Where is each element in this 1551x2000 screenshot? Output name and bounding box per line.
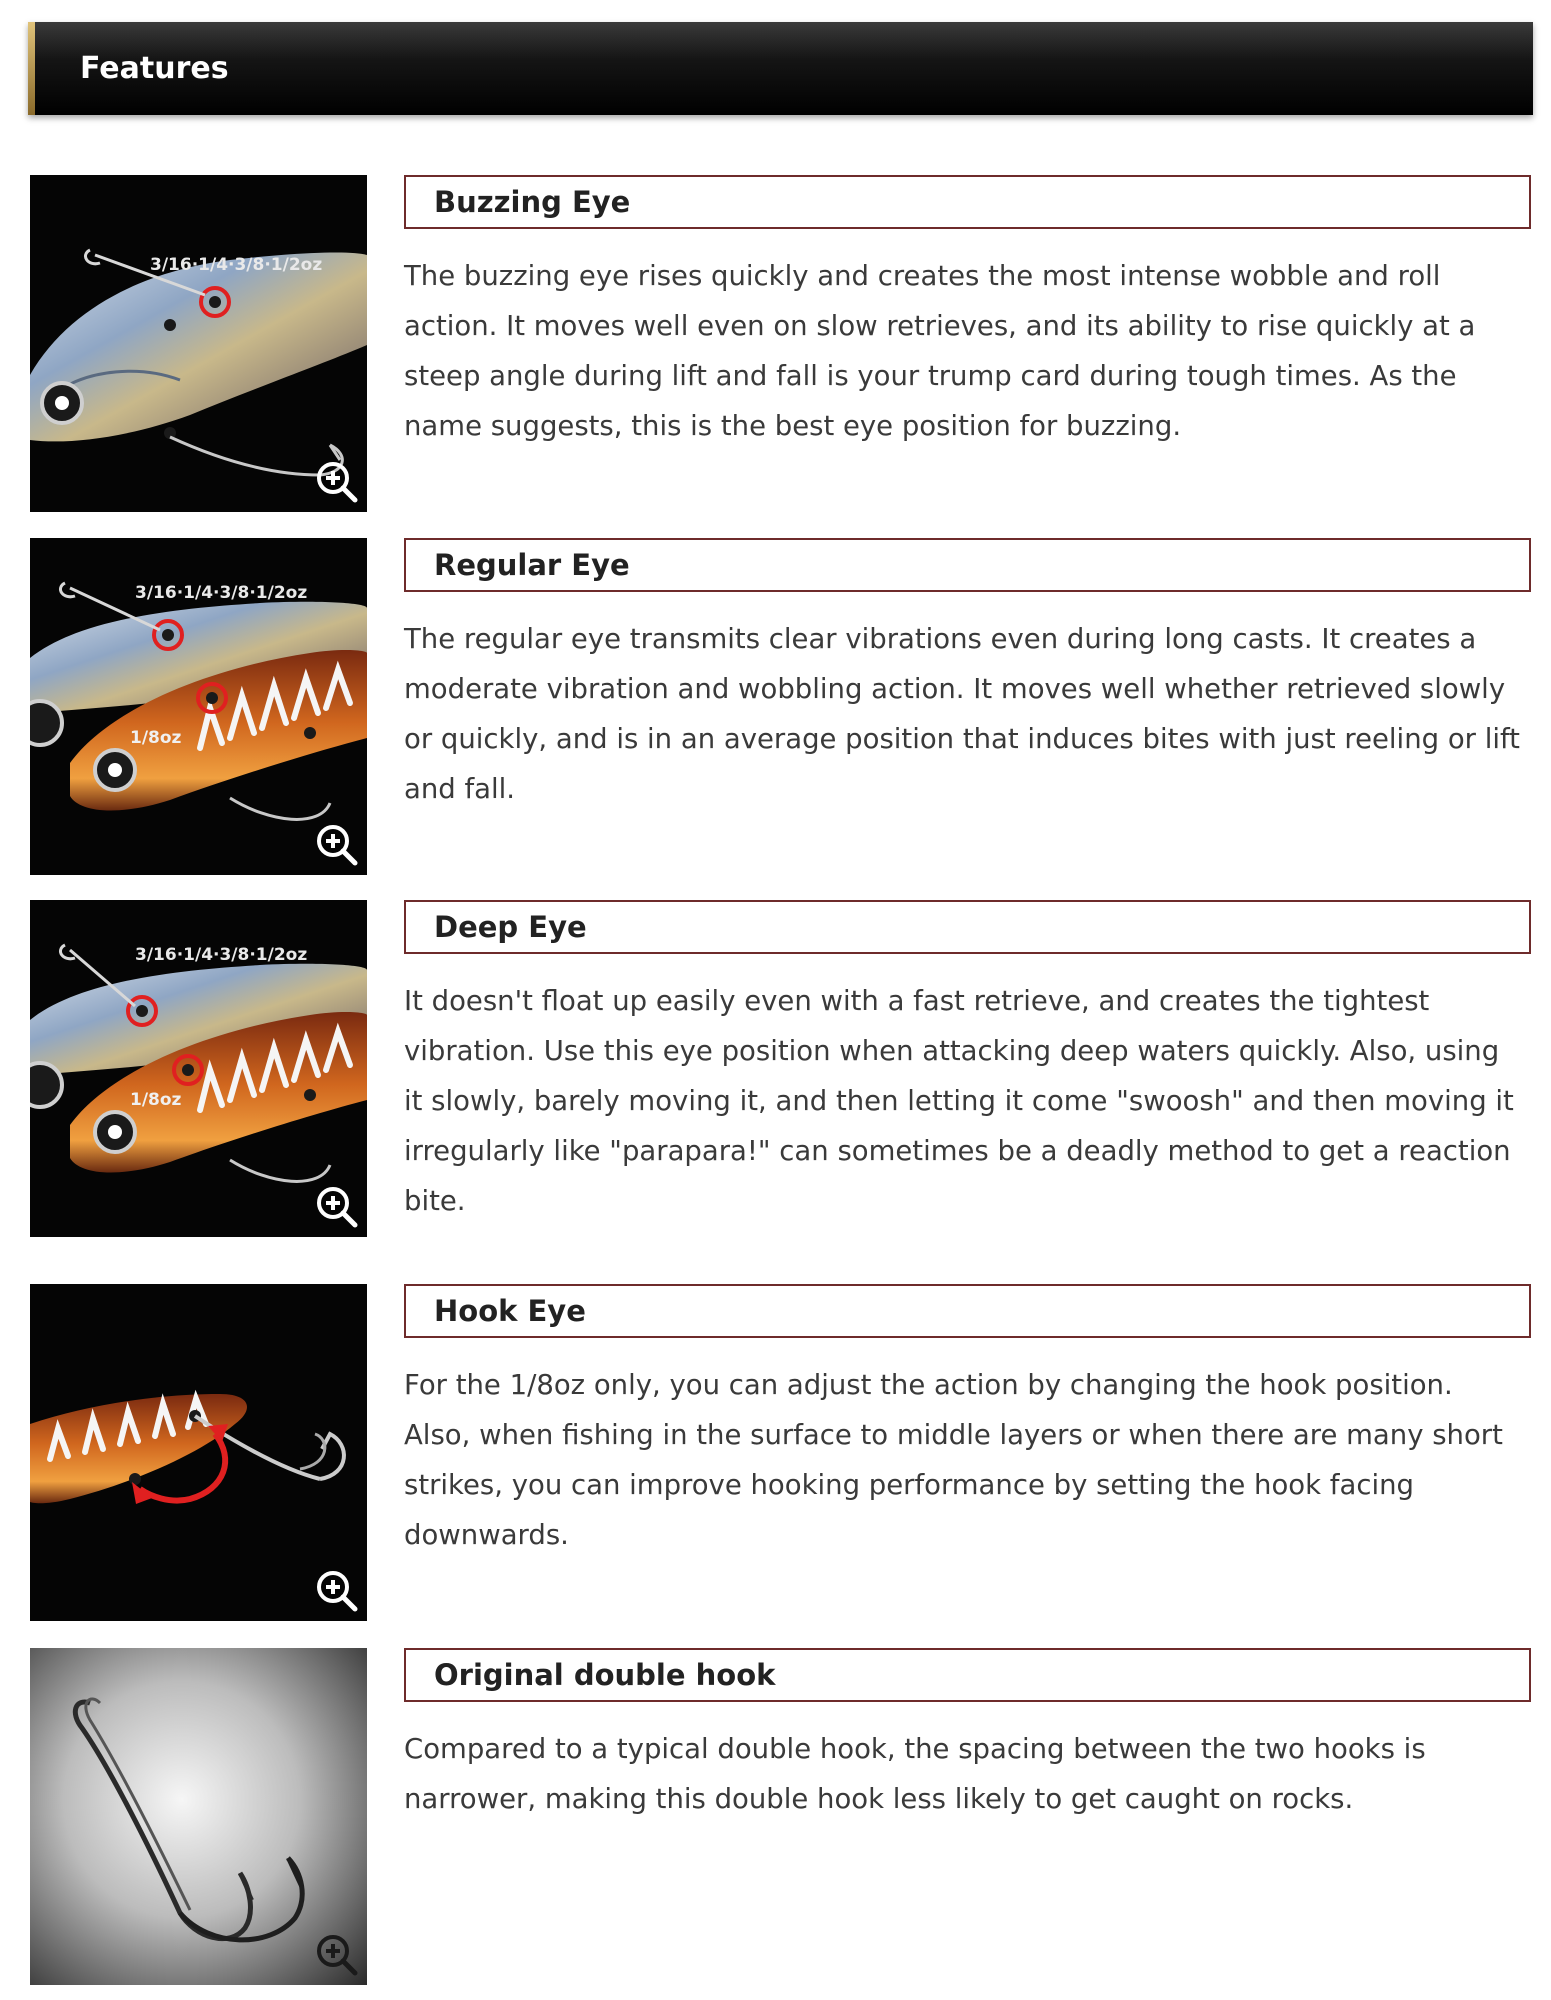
weight-label: 3/16·1/4·3/8·1/2oz bbox=[150, 255, 323, 275]
feature-image[interactable] bbox=[30, 900, 367, 1237]
feature-title: Buzzing Eye bbox=[404, 175, 1531, 229]
header-accent-bar bbox=[28, 22, 35, 115]
zoom-in-icon[interactable] bbox=[315, 1185, 359, 1229]
feature-description: For the 1/8oz only, you can adjust the action by changing the hook position. Also, when fishing in the surface to middle layers or when there are many short strikes, you can improve hooking performance by setting the hook facing downwards. bbox=[404, 1369, 1503, 1551]
zoom-in-icon[interactable] bbox=[315, 1933, 359, 1977]
feature-image[interactable] bbox=[30, 1284, 367, 1621]
feature-description: The buzzing eye rises quickly and creates the most intense wobble and roll action. It moves well even on slow retrieves, and its ability to rise quickly at a steep angle during lift and fall is your trump card during tough times. As the name suggests, this is the best eye position for buzzing. bbox=[404, 260, 1476, 442]
weight-label: 3/16·1/4·3/8·1/2oz bbox=[135, 945, 308, 965]
zoom-in-icon[interactable] bbox=[315, 1569, 359, 1613]
feature-description: It doesn't float up easily even with a fast retrieve, and creates the tightest vibration. Use this eye position when attacking deep waters quickly. Also, using it slowly, barely moving it, and then letting it come "swoosh" and then moving it irregularly like "parapara!" can sometimes be a deadly method to get a reaction bite. bbox=[404, 985, 1514, 1217]
feature-title: Regular Eye bbox=[404, 538, 1531, 592]
feature-title: Original double hook bbox=[404, 1648, 1531, 1702]
feature-description: The regular eye transmits clear vibrations even during long casts. It creates a moderate vibration and wobbling action. It moves well whether retrieved slowly or quickly, and is in an average position that induces bites with just reeling or lift and fall. bbox=[404, 623, 1520, 805]
zoom-in-icon[interactable] bbox=[315, 823, 359, 867]
zoom-in-icon[interactable] bbox=[315, 460, 359, 504]
small-weight-label: 1/8oz bbox=[130, 1090, 182, 1110]
feature-image[interactable] bbox=[30, 1648, 367, 1985]
small-weight-label: 1/8oz bbox=[130, 728, 182, 748]
feature-image[interactable] bbox=[30, 538, 367, 875]
feature-title: Hook Eye bbox=[404, 1284, 1531, 1338]
header-title: Features bbox=[80, 51, 229, 86]
features-header bbox=[28, 22, 1533, 115]
feature-description: Compared to a typical double hook, the spacing between the two hooks is narrower, making this double hook less likely to get caught on rocks. bbox=[404, 1733, 1426, 1815]
weight-label: 3/16·1/4·3/8·1/2oz bbox=[135, 583, 308, 603]
feature-image[interactable] bbox=[30, 175, 367, 512]
feature-title: Deep Eye bbox=[404, 900, 1531, 954]
